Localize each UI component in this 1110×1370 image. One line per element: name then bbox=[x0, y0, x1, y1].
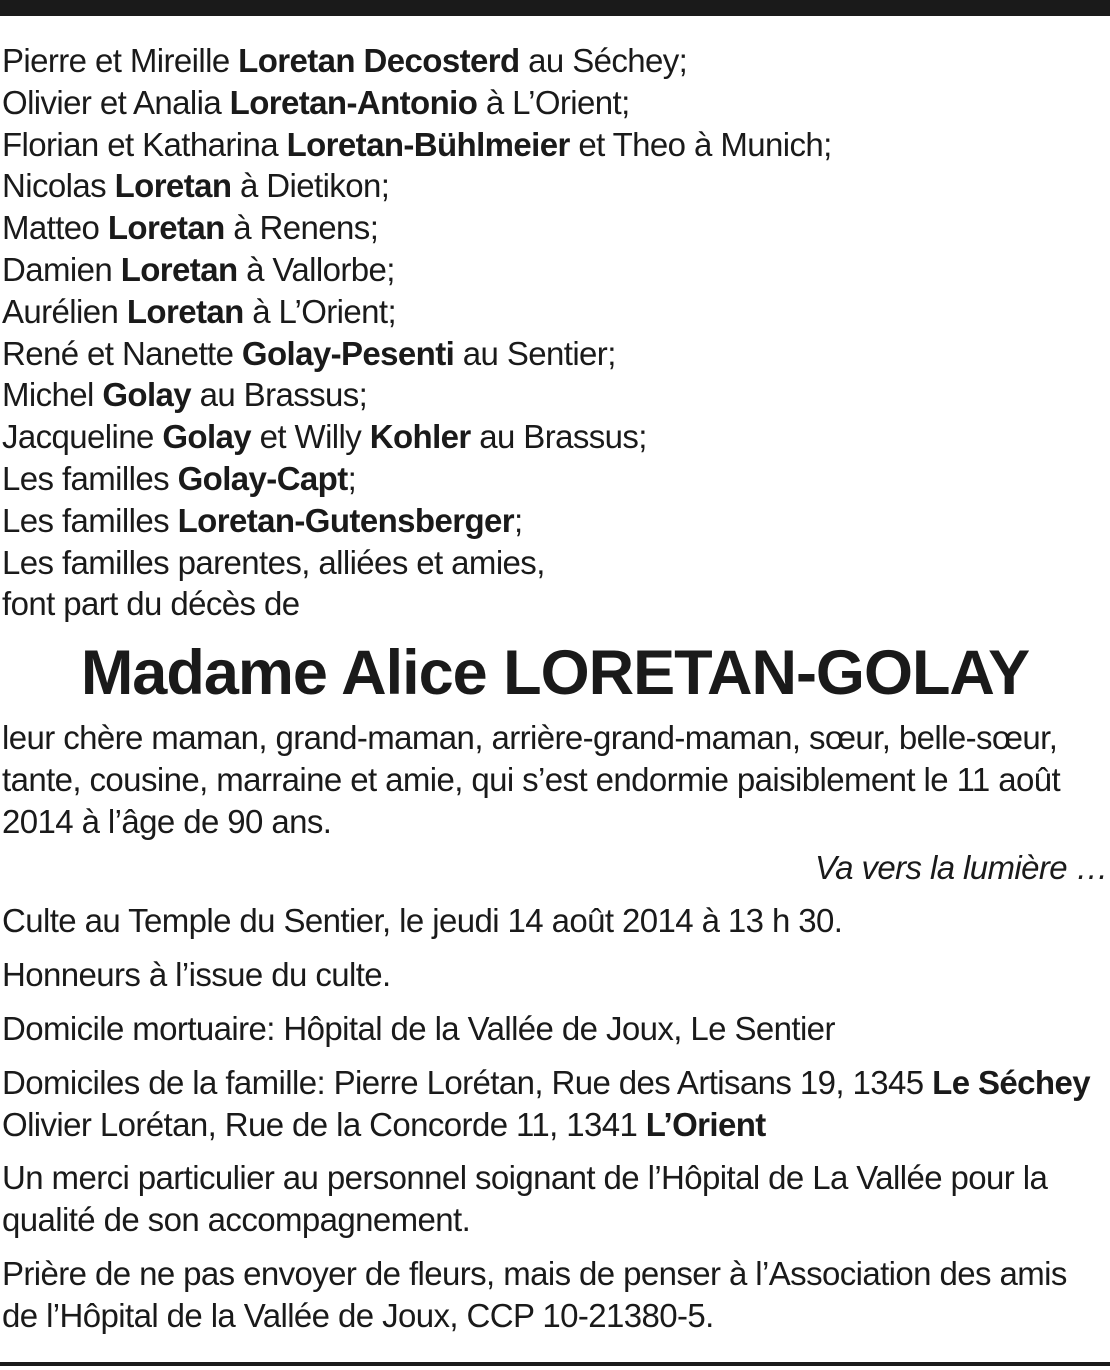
family-name: Loretan bbox=[114, 167, 232, 205]
family-text: et Willy bbox=[251, 418, 370, 456]
family-text: René et Nanette bbox=[2, 334, 242, 372]
family-name: Kohler bbox=[369, 418, 471, 456]
family-line bbox=[2, 542, 1108, 584]
family-text: au Sentier; bbox=[454, 334, 616, 372]
family-text: à Renens; bbox=[224, 209, 379, 247]
family-line bbox=[2, 500, 1108, 542]
family-text: Pierre et Mireille bbox=[2, 42, 239, 79]
family-text: au Séchey; bbox=[519, 42, 688, 79]
family-text: et Theo à Munich; bbox=[569, 125, 832, 163]
family-text: Les familles parentes, alliées et amies, bbox=[2, 543, 545, 581]
family-text: Les familles bbox=[2, 501, 178, 539]
family-text: Michel bbox=[2, 376, 103, 414]
bottom-rule bbox=[0, 1362, 1110, 1366]
family-text: Damien bbox=[2, 250, 121, 288]
family-text: Aurélien bbox=[2, 292, 127, 330]
domicile-line-2 bbox=[2, 1104, 1108, 1146]
family-text: Olivier et Analia bbox=[2, 83, 230, 121]
deceased-name: Madame Alice LORETAN-GOLAY bbox=[80, 638, 1030, 709]
family-text: Matteo bbox=[2, 209, 108, 247]
family-text: à Vallorbe; bbox=[237, 250, 395, 288]
family-text: à Dietikon; bbox=[231, 167, 390, 205]
family-name: Loretan bbox=[107, 209, 225, 247]
family-text: à L’Orient; bbox=[477, 83, 630, 121]
family-line bbox=[2, 333, 1108, 375]
family-line bbox=[2, 291, 1108, 333]
family-line bbox=[2, 82, 1108, 124]
family-domicile bbox=[2, 1062, 1108, 1146]
family-name: Loretan bbox=[120, 250, 238, 288]
family-name: Loretan-Bühlmeier bbox=[286, 125, 570, 163]
family-text: au Brassus; bbox=[191, 376, 368, 414]
domicile-line-1 bbox=[2, 1062, 1108, 1104]
family-line bbox=[2, 249, 1108, 291]
tribute-text: leur chère maman, grand-maman, arrière-grand-maman, sœur, belle-sœur, tante, cousine, marraine et amie, qui s’est endormie paisiblement le 11 août 2014 à l’âge de 90 ans. bbox=[2, 719, 1061, 840]
domicile-line-2-text: Olivier Lorétan, Rue de la Concorde 11, 1341 bbox=[2, 1105, 646, 1143]
family-text: font part du décès de bbox=[2, 585, 300, 623]
honours-info: Honneurs à l’issue du culte. bbox=[2, 956, 391, 994]
domicile-line-1-text: Domiciles de la famille: Pierre Lorétan, Rue des Artisans 19, 1345 bbox=[2, 1063, 933, 1101]
domicile-place-2: L’Orient bbox=[645, 1105, 766, 1143]
family-name: Golay-Capt bbox=[177, 459, 348, 497]
family-name: Golay bbox=[162, 418, 252, 456]
family-text: Jacqueline bbox=[2, 418, 163, 456]
thanks-text: Un merci particulier au personnel soignant de l’Hôpital de La Vallée pour la qualité de son accompagnement. bbox=[2, 1159, 1048, 1239]
family-text: Les familles bbox=[2, 459, 178, 497]
mortuary-info: Domicile mortuaire: Hôpital de la Vallée de Joux, Le Sentier bbox=[2, 1009, 835, 1047]
top-rule bbox=[0, 0, 1110, 16]
family-line bbox=[2, 40, 1108, 82]
family-line bbox=[2, 165, 1108, 207]
family-name: Loretan-Antonio bbox=[229, 83, 478, 121]
family-name: Loretan bbox=[126, 292, 244, 330]
family-line bbox=[2, 124, 1108, 166]
family-line bbox=[2, 374, 1108, 416]
family-name: Loretan Decosterd bbox=[238, 42, 520, 79]
family-name: Loretan-Gutensberger bbox=[177, 501, 514, 539]
family-text: à L’Orient; bbox=[243, 292, 397, 330]
family-text: ; bbox=[347, 459, 357, 497]
family-text: au Brassus; bbox=[470, 418, 647, 456]
family-text: Nicolas bbox=[2, 167, 115, 205]
service-info: Culte au Temple du Sentier, le jeudi 14 août 2014 à 13 h 30. bbox=[2, 902, 843, 940]
family-line bbox=[2, 583, 1108, 625]
family-line bbox=[2, 458, 1108, 500]
family-name: Golay bbox=[102, 376, 192, 414]
domicile-place-1: Le Séchey bbox=[932, 1063, 1091, 1101]
family-name: Golay-Pesenti bbox=[241, 334, 455, 372]
flowers-request: Prière de ne pas envoyer de fleurs, mais de penser à l’Association des amis de l’Hôpital de la Vallée de Joux, CCP 10-21380-5. bbox=[2, 1254, 1067, 1334]
quote: Va vers la lumière … bbox=[814, 848, 1108, 886]
notice-content bbox=[2, 40, 1108, 1337]
family-line bbox=[2, 207, 1108, 249]
family-line bbox=[2, 416, 1108, 458]
family-text: ; bbox=[514, 501, 523, 539]
family-list bbox=[2, 40, 1108, 625]
family-text: Florian et Katharina bbox=[2, 125, 287, 163]
